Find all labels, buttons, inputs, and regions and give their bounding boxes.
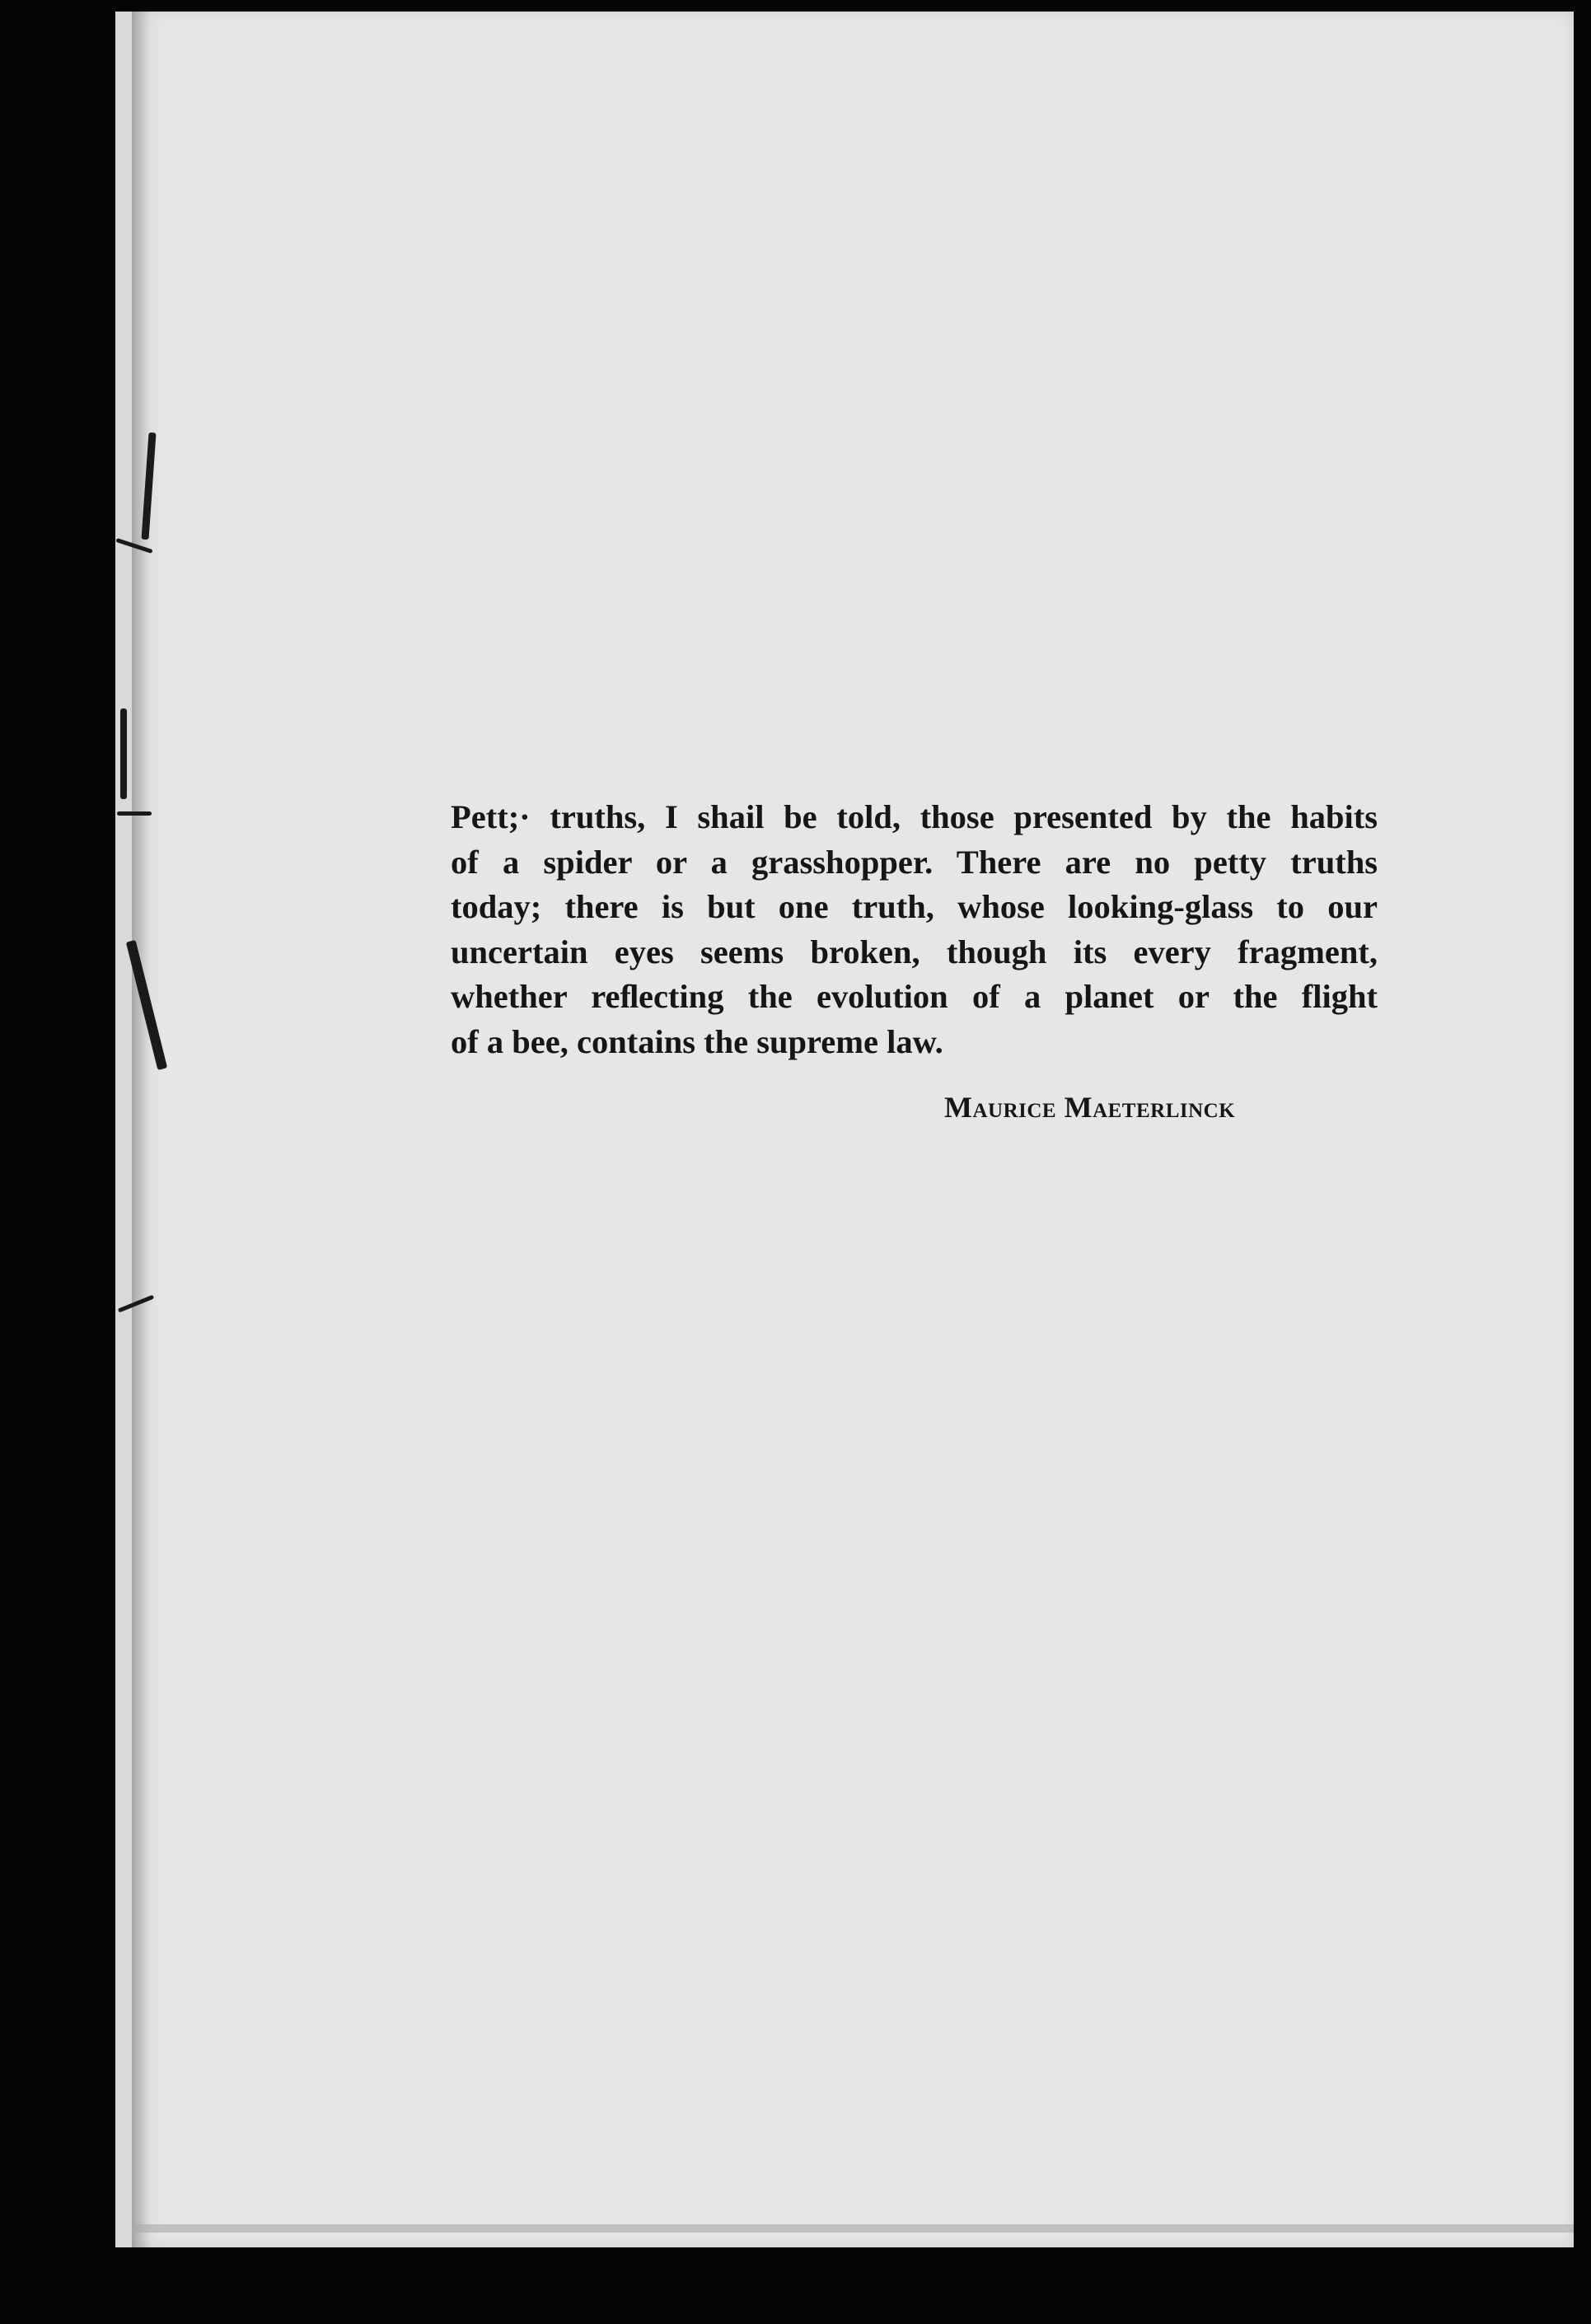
epigraph-line: today; there is but one truth, whose looking-glass to our	[451, 888, 1378, 926]
binding-mark	[117, 811, 152, 816]
epigraph-line: Pett;· truths, I shail be told, those presented by the habits	[451, 798, 1378, 835]
binding-mark	[120, 708, 127, 799]
epigraph-line: uncertain eyes seems broken, though its every fragment,	[451, 933, 1378, 970]
epigraph-attribution: Maurice Maeterlinck	[944, 1091, 1236, 1124]
epigraph-quote	[451, 795, 1378, 1065]
epigraph-line: of a spider or a grasshopper. There are no petty truths	[451, 843, 1378, 881]
page-gutter-shadow	[132, 12, 163, 2247]
book-page	[132, 12, 1574, 2247]
epigraph-line: whether re⁠ﬂ⁠ecting the evolution of a planet or the flight	[451, 978, 1378, 1016]
page-bottom-edge	[132, 2224, 1574, 2233]
epigraph-line: of a bee, contains the supreme law.	[451, 1022, 943, 1060]
